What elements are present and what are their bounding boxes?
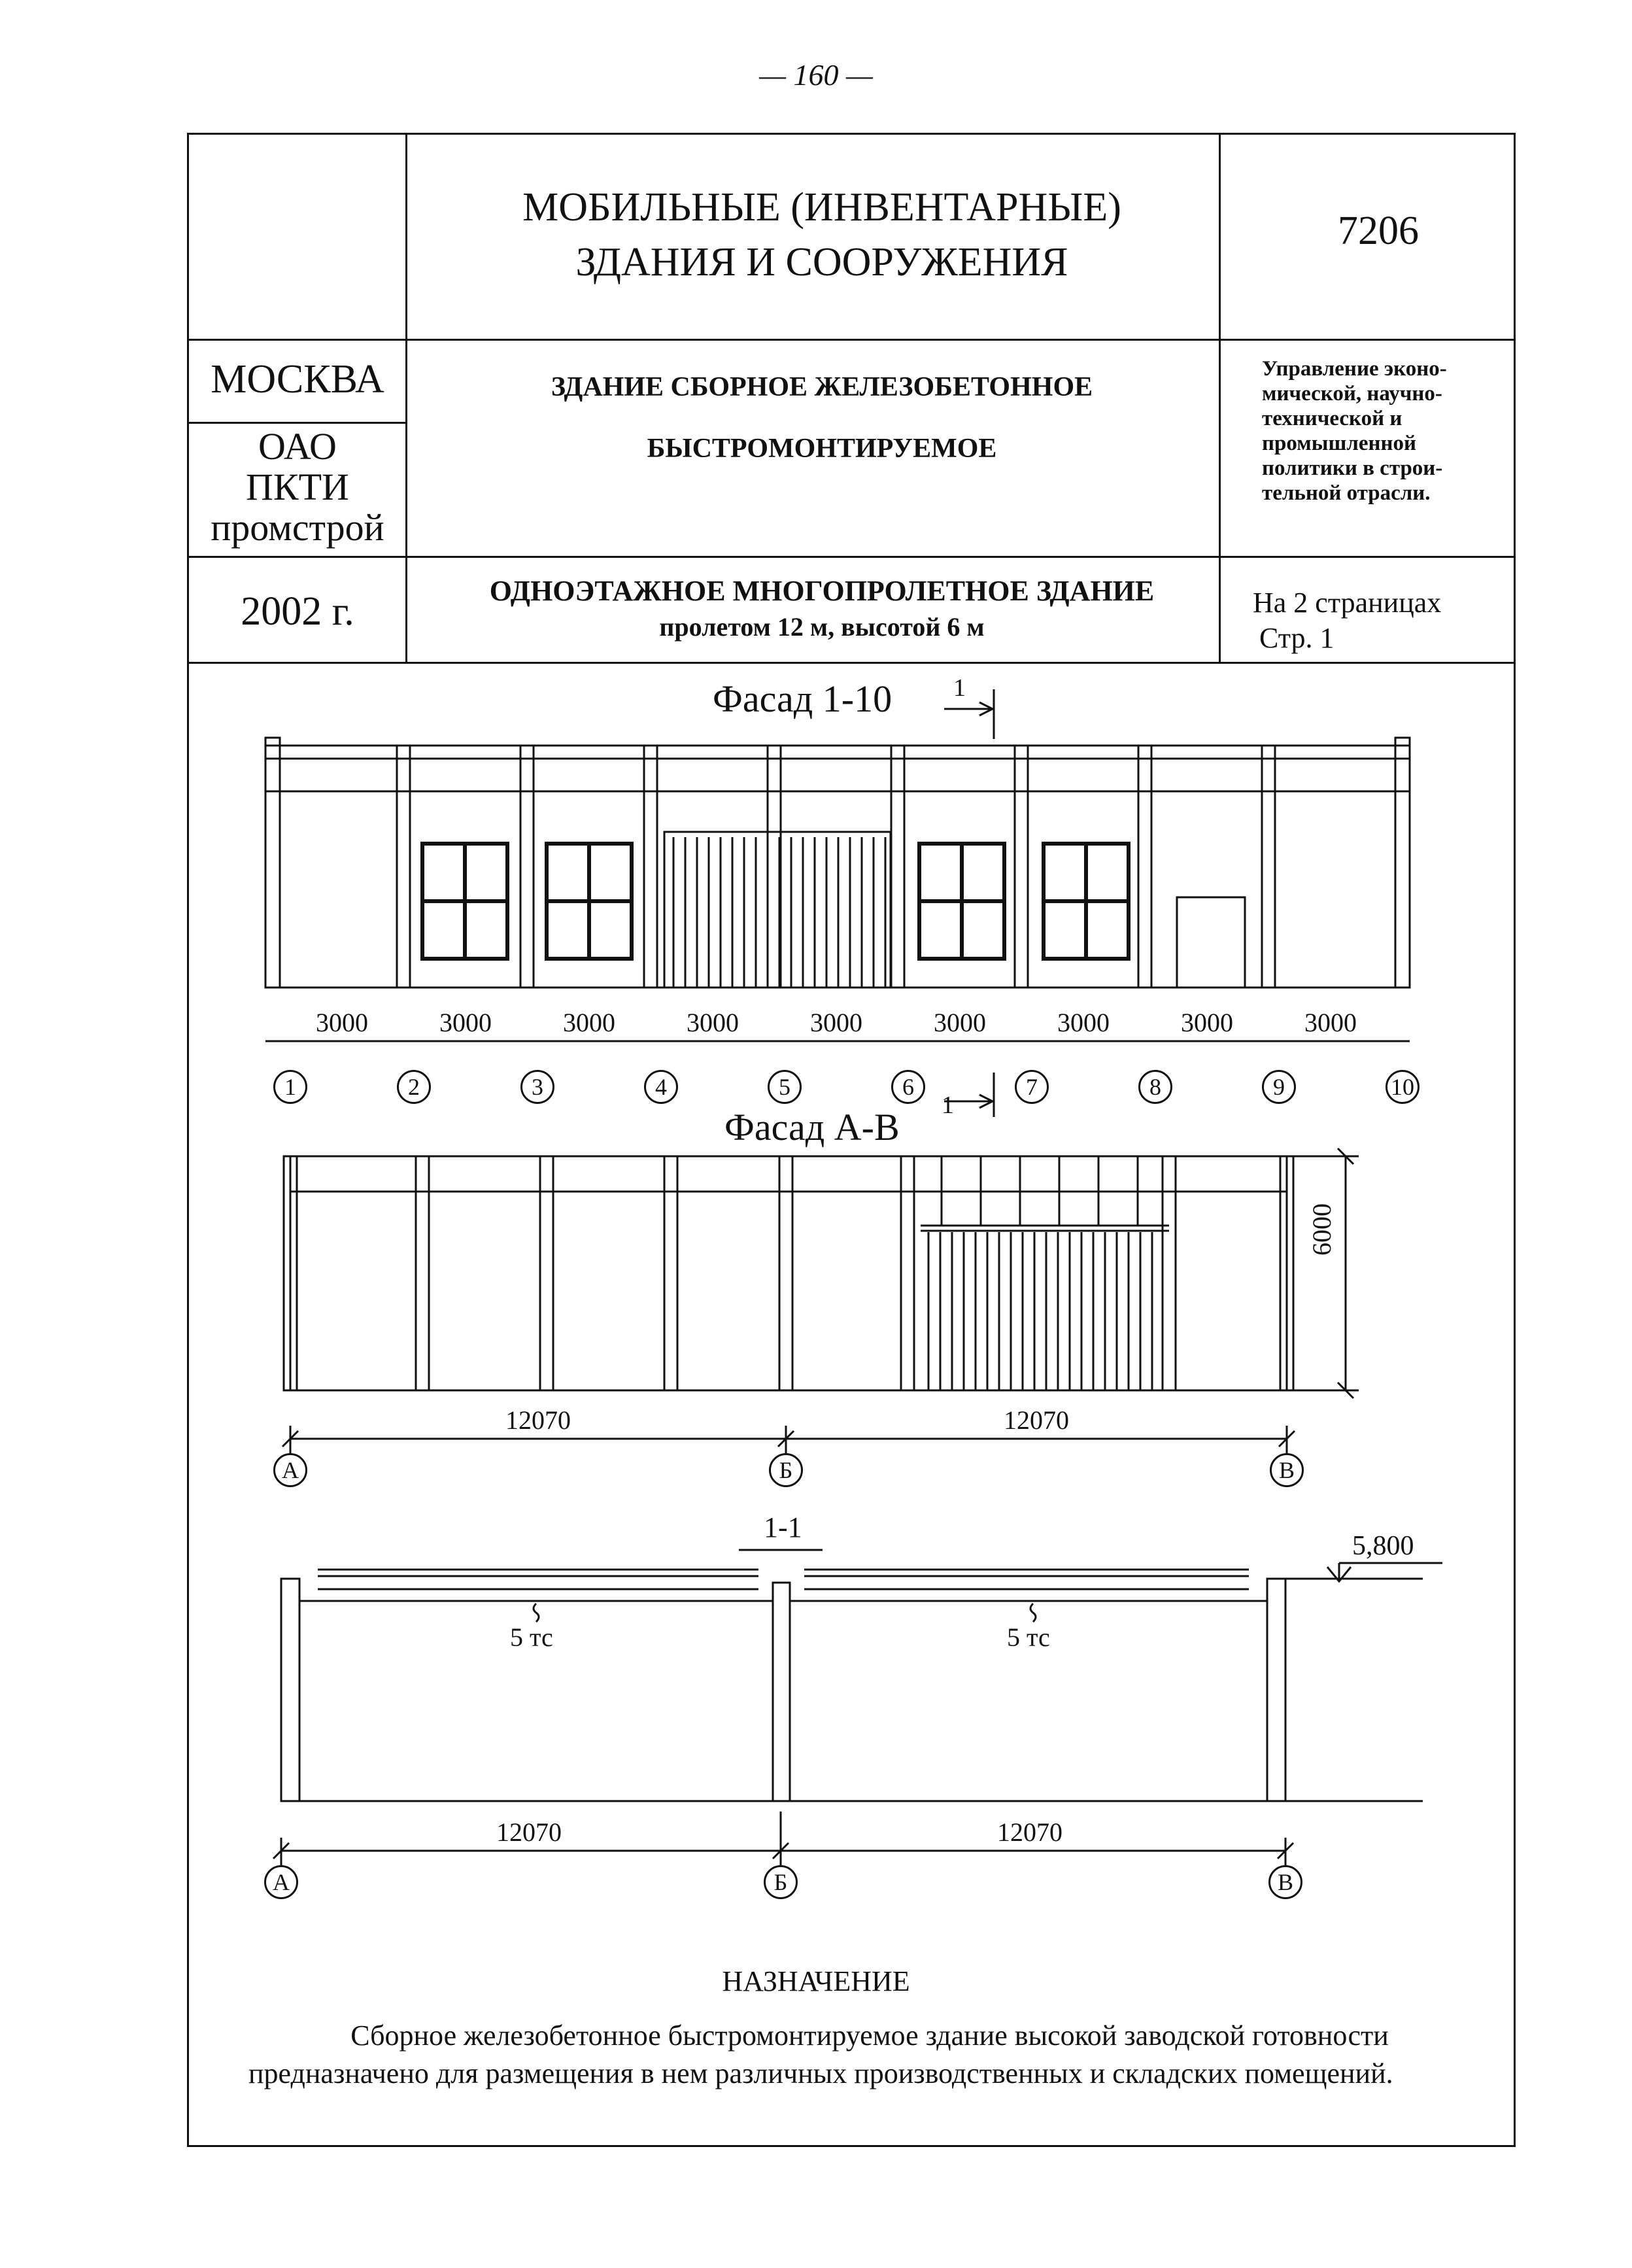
axis-marker: В — [1268, 1865, 1302, 1899]
span-dimension: 12070 — [496, 1817, 562, 1847]
department-line: тельной отрасли. — [1262, 481, 1431, 505]
facade-a-v-title: Фасад А-В — [724, 1106, 900, 1148]
span-dimension: 12070 — [1004, 1405, 1069, 1435]
span-dimension: 12070 — [997, 1817, 1062, 1847]
axis-marker: 2 — [397, 1070, 431, 1104]
bay-dimension: 3000 — [1304, 1008, 1357, 1037]
org-line: ОАО — [258, 425, 337, 468]
department-line: Управление эконо- — [1262, 357, 1447, 381]
axis-marker: 5 — [768, 1070, 802, 1104]
purpose-line: Сборное железобетонное быстромонтируемое здание высокой заводской готовности — [350, 2019, 1389, 2052]
section-subtitle: пролетом 12 м, высотой 6 м — [659, 612, 985, 642]
department-line: технической и — [1262, 407, 1402, 430]
axis-marker: А — [264, 1865, 298, 1899]
facade-a-v-drawing — [282, 1148, 1359, 1464]
bay-dimension: 3000 — [439, 1008, 492, 1037]
axis-marker: 6 — [891, 1070, 925, 1104]
purpose-heading: НАЗНАЧЕНИЕ — [722, 1965, 910, 1997]
document-code: 7206 — [1338, 209, 1419, 253]
span-dimension: 12070 — [505, 1405, 571, 1435]
title-line: ЗДАНИЯ И СООРУЖЕНИЯ — [575, 240, 1068, 284]
axis-marker: 3 — [520, 1070, 554, 1104]
subtitle-line: БЫСТРОМОНТИРУЕМОЕ — [647, 434, 997, 464]
axis-marker: 8 — [1138, 1070, 1172, 1104]
facade-1-10-drawing — [265, 689, 1410, 1117]
purpose-text — [248, 2017, 1491, 2093]
bay-dimension: 3000 — [563, 1008, 615, 1037]
purpose-line: предназначено для размещения в нем различных производственных и складских помещений. — [248, 2057, 1393, 2089]
axis-marker: 1 — [273, 1070, 307, 1104]
section-title: ОДНОЭТАЖНОЕ МНОГОПРОЛЕТНОЕ ЗДАНИЕ — [489, 575, 1155, 607]
section-1-1-title: 1-1 — [764, 1511, 802, 1543]
city: МОСКВА — [211, 357, 384, 402]
section-mark: 1 — [953, 674, 966, 702]
subtitle-line: ЗДАНИЕ СБОРНОЕ ЖЕЛЕЗОБЕТОННОЕ — [551, 372, 1093, 402]
bay-dimension: 3000 — [934, 1008, 986, 1037]
department-line: политики в строи- — [1262, 456, 1443, 480]
section-mark: 1 — [942, 1091, 954, 1119]
axis-marker: Б — [769, 1453, 803, 1487]
department-line: мической, научно- — [1262, 382, 1442, 405]
page-number: — 160 — — [759, 58, 873, 92]
axis-marker: А — [273, 1453, 307, 1487]
org-line: ПКТИ — [246, 466, 349, 508]
height-dimension: 6000 — [1307, 1203, 1336, 1256]
axis-marker: 7 — [1015, 1070, 1049, 1104]
axis-marker: 10 — [1386, 1070, 1420, 1104]
axis-marker: В — [1270, 1453, 1304, 1487]
bay-dimension: 3000 — [1181, 1008, 1233, 1037]
axis-marker: 4 — [644, 1070, 678, 1104]
bay-dimension: 3000 — [316, 1008, 368, 1037]
section-1-1-drawing — [273, 1550, 1442, 1874]
crane-capacity: 5 тс — [510, 1623, 553, 1652]
axis-marker: Б — [764, 1865, 798, 1899]
org-line: промстрой — [211, 506, 384, 549]
elevation-mark: 5,800 — [1352, 1531, 1414, 1561]
title-line: МОБИЛЬНЫЕ (ИНВЕНТАРНЫЕ) — [522, 185, 1121, 230]
page-index: Стр. 1 — [1259, 622, 1334, 654]
department-line: промышленной — [1262, 432, 1417, 455]
bay-dimension: 3000 — [687, 1008, 739, 1037]
facade-1-10-title: Фасад 1-10 — [713, 678, 892, 720]
page-count: На 2 страницах — [1253, 587, 1442, 619]
bay-dimension: 3000 — [1057, 1008, 1110, 1037]
year: 2002 г. — [241, 589, 354, 634]
axis-marker: 9 — [1262, 1070, 1296, 1104]
crane-capacity: 5 тс — [1007, 1623, 1050, 1652]
bay-dimension: 3000 — [810, 1008, 862, 1037]
